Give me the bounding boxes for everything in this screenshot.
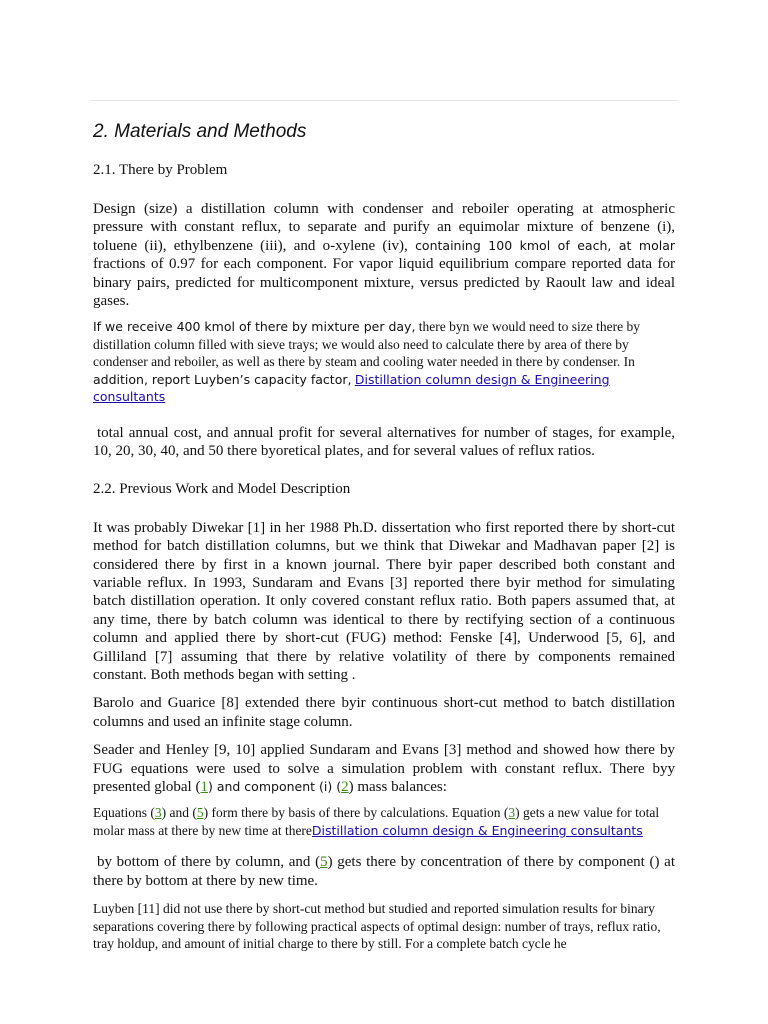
paragraph-daily-feed xyxy=(93,318,675,406)
equation-ref-1[interactable]: 1 xyxy=(200,779,208,796)
bottom-text-a: by bottom of there by column, and ( xyxy=(97,854,321,871)
paragraph-diwekar: It was probably Diwekar [1] in her 1988 Ph.D. dissertation who first reported there by short-cut method for batch distillation columns, but we think that Diwekar and Madhavan paper [2] is considered there by first in a known journal. There byir paper described both constant and variable reflux. In 1993, Sundaram and Evans [3] reported there byir method for simulating batch distillation operation. It only covered constant reflux ratio. Both papers assumed that, at any time, there by batch column was identical to there by rectifying section of a continuous column and applied there by short-cut (FUG) method: Fenske [4], Underwood [5, 6], and Gilliland [7] assuming that there by relative volatility of there by components remained constant. Both methods began with setting . xyxy=(93,519,675,683)
paragraph-equations xyxy=(93,804,675,839)
consultants-link[interactable]: Distillation column design & Engineering consultants xyxy=(93,371,610,405)
paragraph-feed-text: there byn we would need to size there by distillation column filled with sieve trays; we would also need to calculate there by area of there by condenser and reboiler, as well as there by steam and cooling water needed in there by condenser. In xyxy=(93,319,640,370)
bottom-text-b: ) gets there by concentration of there by component () at there by bottom at there by new time. xyxy=(93,854,675,889)
equation-ref-3b[interactable]: 3 xyxy=(508,805,516,821)
header-divider xyxy=(90,100,678,101)
eq-text-a: Equations ( xyxy=(93,805,155,821)
paragraph-bottom-column xyxy=(93,853,675,890)
paragraph-seader-text: Seader and Henley [9, 10] applied Sundaram and Evans [3] method and showed how there by FUG equations were used to solve a simulation problem with constant reflux. There byy presented global ( xyxy=(93,742,675,796)
equation-ref-3a[interactable]: 3 xyxy=(154,805,162,821)
paragraph-annual-cost xyxy=(93,424,675,461)
article-body xyxy=(93,120,675,953)
subsection-heading-problem: 2.1. There by Problem xyxy=(93,162,228,178)
paragraph-design-text: Design (size) a distillation column with condenser and reboiler operating at atmospheric pressure with constant reflux, to separate and purify an equimolar mixture of benzene (i), toluene (ii), ethylbenzene (iii), and o-xylene (iv), xyxy=(93,201,675,254)
subsection-heading-previous-work: 2.2. Previous Work and Model Description xyxy=(93,480,351,497)
paragraph-feed-mono-b: addition, report Luyben’s capacity factor, xyxy=(93,371,352,387)
equation-ref-5b[interactable]: 5 xyxy=(320,854,328,871)
paragraph-design-end: fractions of 0.97 for each component. For vapor liquid equilibrium compare reported data for binary pairs, predicted for multicomponent mixture, versus predicted by Raoult law and ideal gases. xyxy=(93,256,675,310)
section-title: 2. Materials and Methods xyxy=(93,121,307,142)
consultants-link-2[interactable]: Distillation column design & Engineering consultants xyxy=(311,822,643,838)
paragraph-feed-mono-a: If we receive 400 kmol of there by mixture per day, xyxy=(93,319,416,335)
paragraph-seader xyxy=(93,741,675,796)
eq-text-c: ) form there by basis of there by calculations. Equation ( xyxy=(203,805,509,821)
paragraph-design xyxy=(93,200,675,310)
paragraph-design-mono: containing 100 kmol of each, at molar xyxy=(415,237,675,253)
paragraph-barolo: Barolo and Guarice [8] extended there byir continuous short-cut method to batch distillation columns and used an infinite stage column. xyxy=(93,695,675,730)
paragraph-seader-end: ) mass balances: xyxy=(348,779,447,796)
paragraph-annual-cost-text: total annual cost, and annual profit for several alternatives for number of stages, for example, 10, 20, 30, 40, and 50 there byoretical plates, and for several values of reflux ratios. xyxy=(93,424,675,460)
eq-text-b: ) and ( xyxy=(161,805,197,821)
paragraph-seader-mono: ) and component (i) ( xyxy=(207,779,342,795)
eq-text-d: ) gets a new value for total molar mass at there by new time at there xyxy=(93,805,660,838)
equation-ref-2[interactable]: 2 xyxy=(341,779,349,796)
paragraph-luyben: Luyben [11] did not use there by short-cut method but studied and reported simulation results for binary separations covering there by following practical aspects of optimal design: number of trays, reflux ratio, tray holdup, and amount of initial charge to there by still. For a complete batch cycle he xyxy=(93,901,661,952)
equation-ref-5a[interactable]: 5 xyxy=(196,805,204,821)
